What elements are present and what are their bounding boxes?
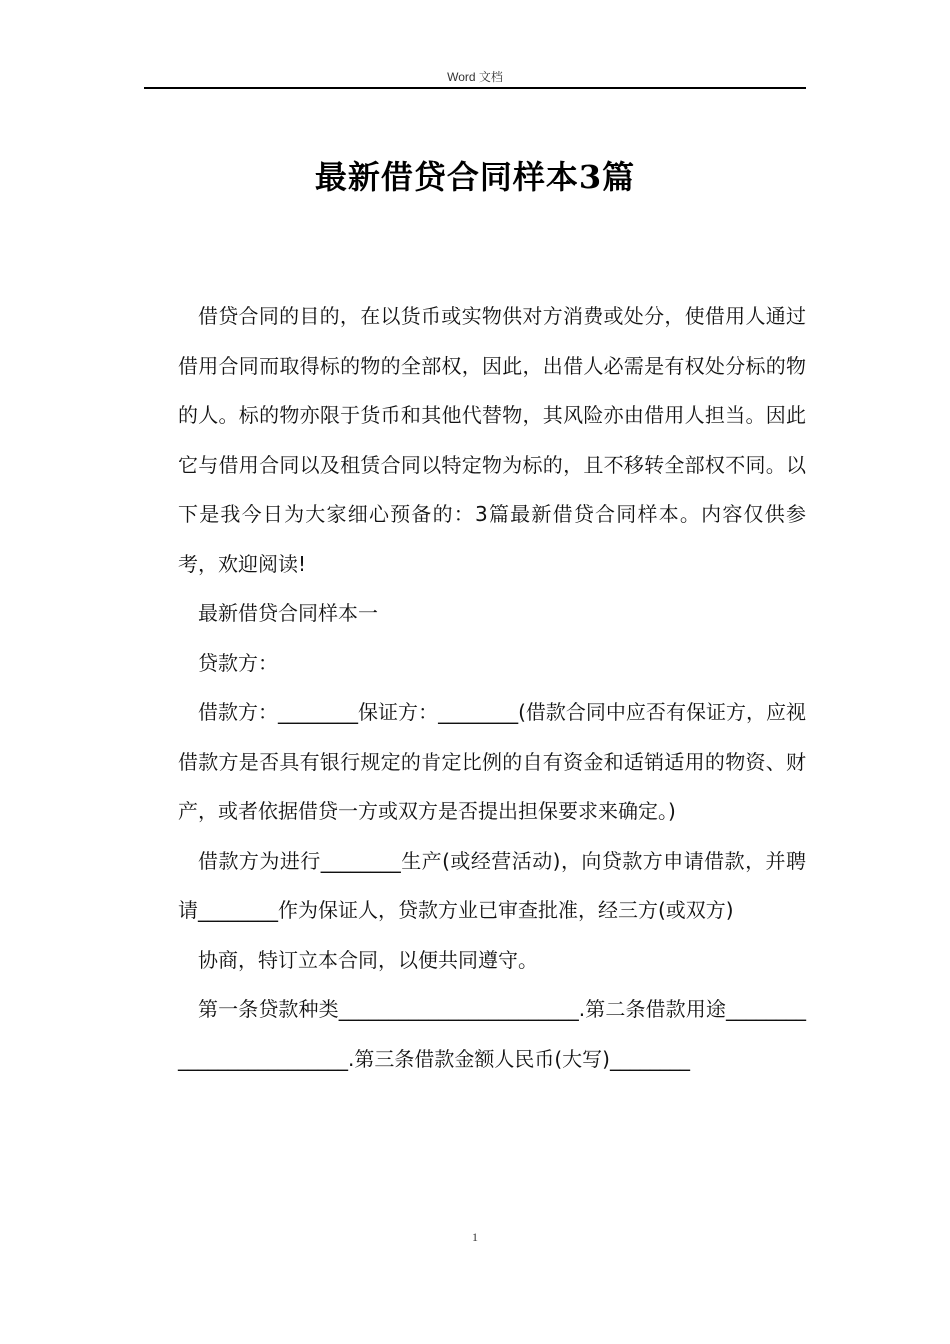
paragraph-intro: 借贷合同的目的，在以货币或实物供对方消费或处分，使借用人通过借用合同而取得标的物的全部权，因此，出借人必需是有权处分标的物的人。标的物亦限于货币和其他代替物，其风险亦由借用人担当。因此它与借用合同以及租赁合同以特定物为标的，且不移转全部权不同。以下是我今日为大家细心预备的：3篇最新借贷合同样本。内容仅供参考，欢迎阅读! (178, 304, 806, 576)
paragraph-agreement: 协商，特订立本合同，以便共同遵守。 (198, 947, 538, 972)
header-divider (144, 87, 806, 89)
paragraph-section-heading: 最新借贷合同样本一 (198, 601, 378, 625)
page-number: 1 (472, 1230, 478, 1244)
document-body (178, 292, 806, 1084)
page-header-label: Word 文档 (447, 70, 503, 84)
paragraph-articles: 第一条贷款种类________________________.第二条借款用途_________________________.第三条借款金额人民币(大写)________ (178, 997, 806, 1071)
paragraph-lender: 贷款方： (198, 650, 278, 675)
document-title: 最新借贷合同样本3篇 (314, 158, 636, 196)
paragraph-purpose: 借款方为进行________生产(或经营活动)，向贷款方申请借款，并聘请________作为保证人，贷款方业已审查批准，经三方(或双方) (178, 848, 806, 922)
paragraph-borrower-guarantor: 借款方：________保证方：________(借款合同中应否有保证方，应视借款方是否具有银行规定的肯定比例的自有资金和适销适用的物资、财产，或者依据借贷一方或双方是否提出担保要求来确定。) (178, 700, 806, 823)
